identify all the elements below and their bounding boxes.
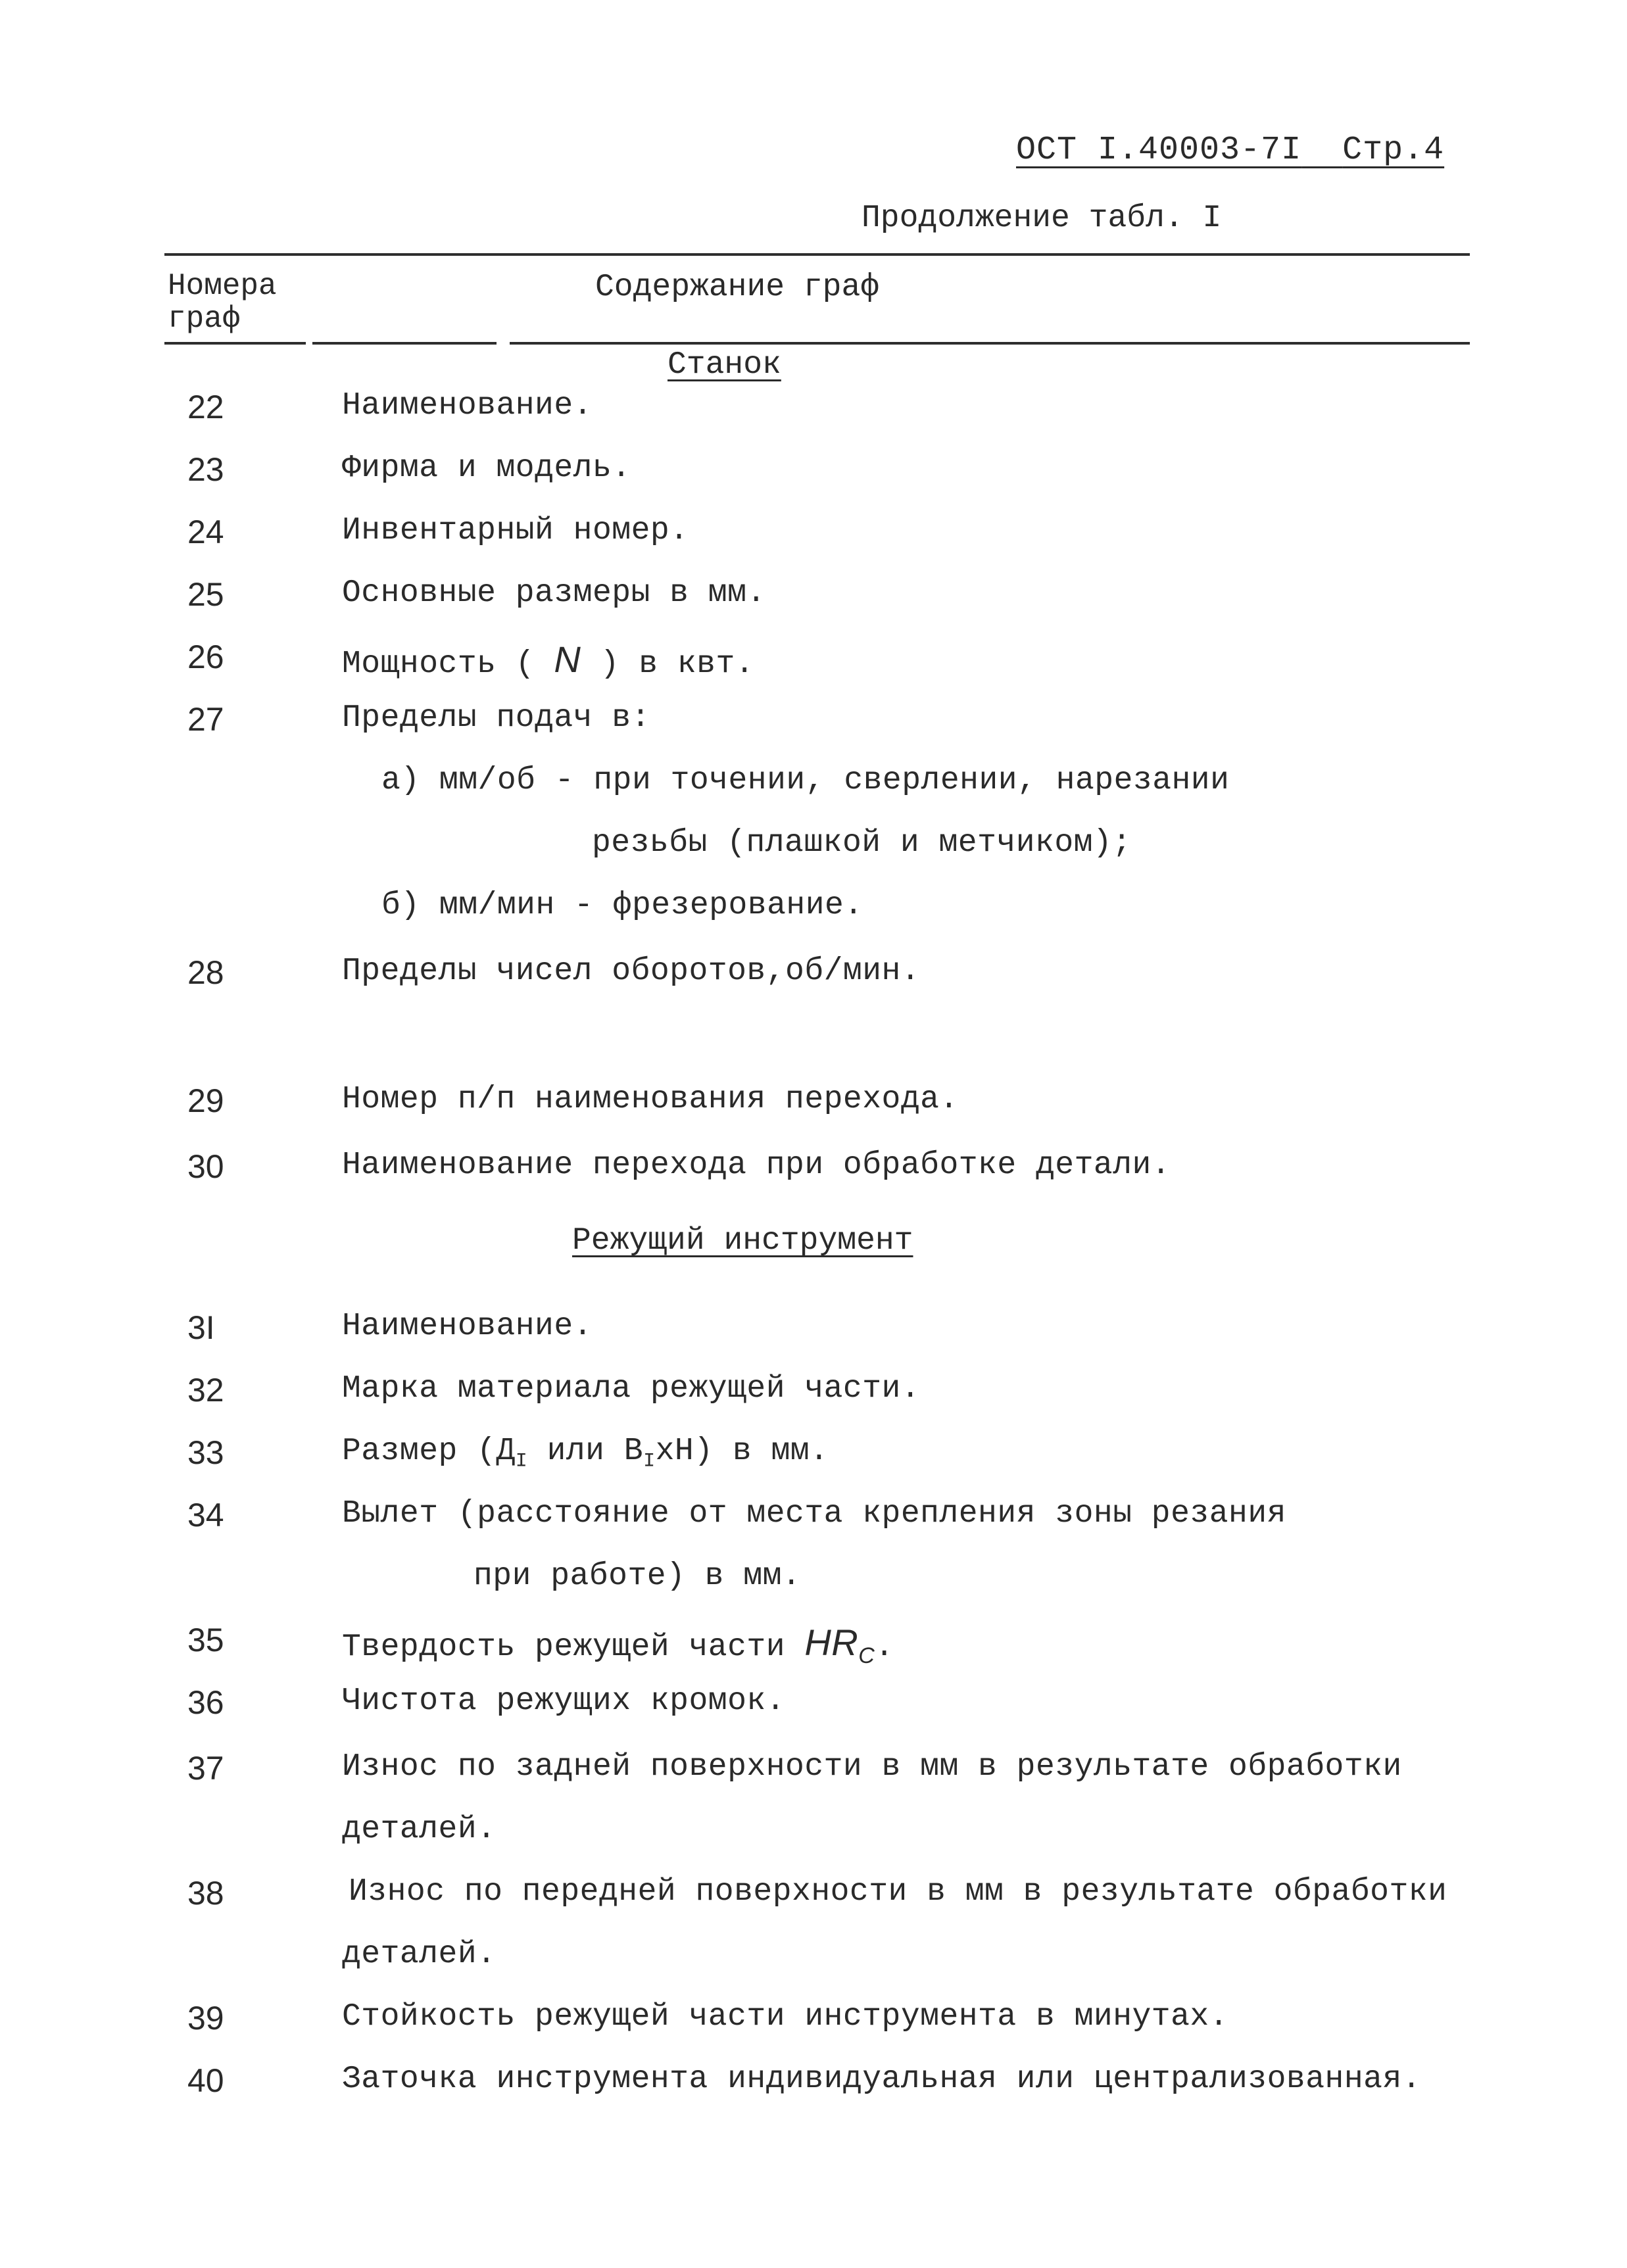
standard-code-line [1016, 132, 1444, 169]
column-header-content: Содержание граф [595, 270, 880, 305]
subscript: I [515, 1450, 528, 1473]
header-bottom-rule-3 [510, 342, 1470, 345]
table-continuation-title: Продолжение табл. I [862, 201, 1222, 236]
row-text: Фирма и модель. [342, 450, 631, 486]
row-text-part: Размер (Д [342, 1434, 516, 1469]
row-text [342, 1434, 829, 1473]
row-text: Пределы чисел оборотов,об/мин. [342, 953, 921, 989]
row-number: 26 [187, 639, 224, 675]
row-number: 39 [187, 2000, 224, 2037]
header-bottom-rule-1 [164, 342, 306, 345]
row-number: 28 [187, 954, 224, 991]
row-number: 33 [187, 1434, 224, 1471]
row-number: 29 [187, 1082, 224, 1119]
row-number: 38 [187, 1875, 224, 1912]
subscript: I [643, 1450, 656, 1473]
row-text [342, 638, 754, 682]
row-text: Марка материала режущей части. [342, 1371, 921, 1407]
standard-code: ОСТ I.40003-7I [1016, 132, 1302, 169]
row-text-part: . [875, 1629, 894, 1665]
row-text: Номер п/п наименования перехода. [342, 1082, 959, 1117]
hardness-symbol-subscript: C [858, 1643, 875, 1669]
column-header-number-line1: Номера [168, 269, 277, 303]
row-text: Стойкость режущей части инструмента в минутах. [342, 1999, 1229, 2035]
row-number: 30 [187, 1148, 224, 1185]
row-text: Наименование перехода при обработке детали. [342, 1147, 1171, 1183]
hardness-symbol [804, 1622, 875, 1669]
row-number: 34 [187, 1497, 224, 1533]
row-subitem: а) мм/об - при точении, сверлении, нарезании [381, 763, 1230, 798]
row-text-part: хН) в мм. [655, 1434, 829, 1469]
hardness-symbol-letters: HR [804, 1622, 859, 1663]
row-number: 40 [187, 2062, 224, 2099]
row-number: 22 [187, 389, 224, 425]
section-title-machine: Станок [668, 347, 781, 383]
row-subitem: б) мм/мин - фрезерование. [381, 888, 863, 923]
row-text-continuation: при работе) в мм. [474, 1558, 802, 1594]
row-number: 35 [187, 1622, 224, 1658]
section-title-cutting-tool: Режущий инструмент [572, 1223, 913, 1259]
row-text: Износ по задней поверхности в мм в результате обработки [342, 1749, 1402, 1785]
row-text-part: Твердость режущей части [342, 1629, 805, 1665]
row-number: 25 [187, 576, 224, 613]
row-text [342, 1621, 894, 1669]
row-number: 37 [187, 1750, 224, 1787]
row-text-part: ) в квт. [600, 646, 755, 682]
row-number: 36 [187, 1684, 224, 1721]
header-bottom-rule-2 [312, 342, 497, 345]
row-text-continuation: деталей. [342, 1812, 497, 1847]
row-text: Заточка инструмента индивидуальная или централизованная. [342, 2062, 1422, 2097]
row-number: 3I [187, 1309, 215, 1346]
row-number: 27 [187, 701, 224, 738]
row-text: Вылет (расстояние от места крепления зоны резания [342, 1496, 1286, 1532]
row-text: Пределы подач в: [342, 700, 650, 736]
row-text-part: Мощность ( [342, 646, 535, 682]
table-top-rule [164, 253, 1470, 256]
row-number: 32 [187, 1372, 224, 1409]
column-header-number [168, 270, 277, 335]
column-header-number-line2: граф [168, 302, 241, 336]
row-text: Износ по передней поверхности в мм в результате обработки [349, 1874, 1447, 1910]
row-text: Наименование. [342, 388, 593, 423]
row-text-continuation: деталей. [342, 1937, 497, 1972]
row-text: Чистота режущих кромок. [342, 1683, 786, 1719]
row-subitem: резьбы (плашкой и метчиком); [592, 825, 1132, 861]
row-number: 24 [187, 514, 224, 550]
power-symbol: N [554, 639, 581, 680]
row-text: Инвентарный номер. [342, 513, 689, 548]
page-number: Стр.4 [1342, 132, 1445, 169]
row-text: Наименование. [342, 1309, 593, 1344]
row-text-part: или В [527, 1434, 644, 1469]
row-text: Основные размеры в мм. [342, 575, 766, 611]
row-number: 23 [187, 451, 224, 488]
